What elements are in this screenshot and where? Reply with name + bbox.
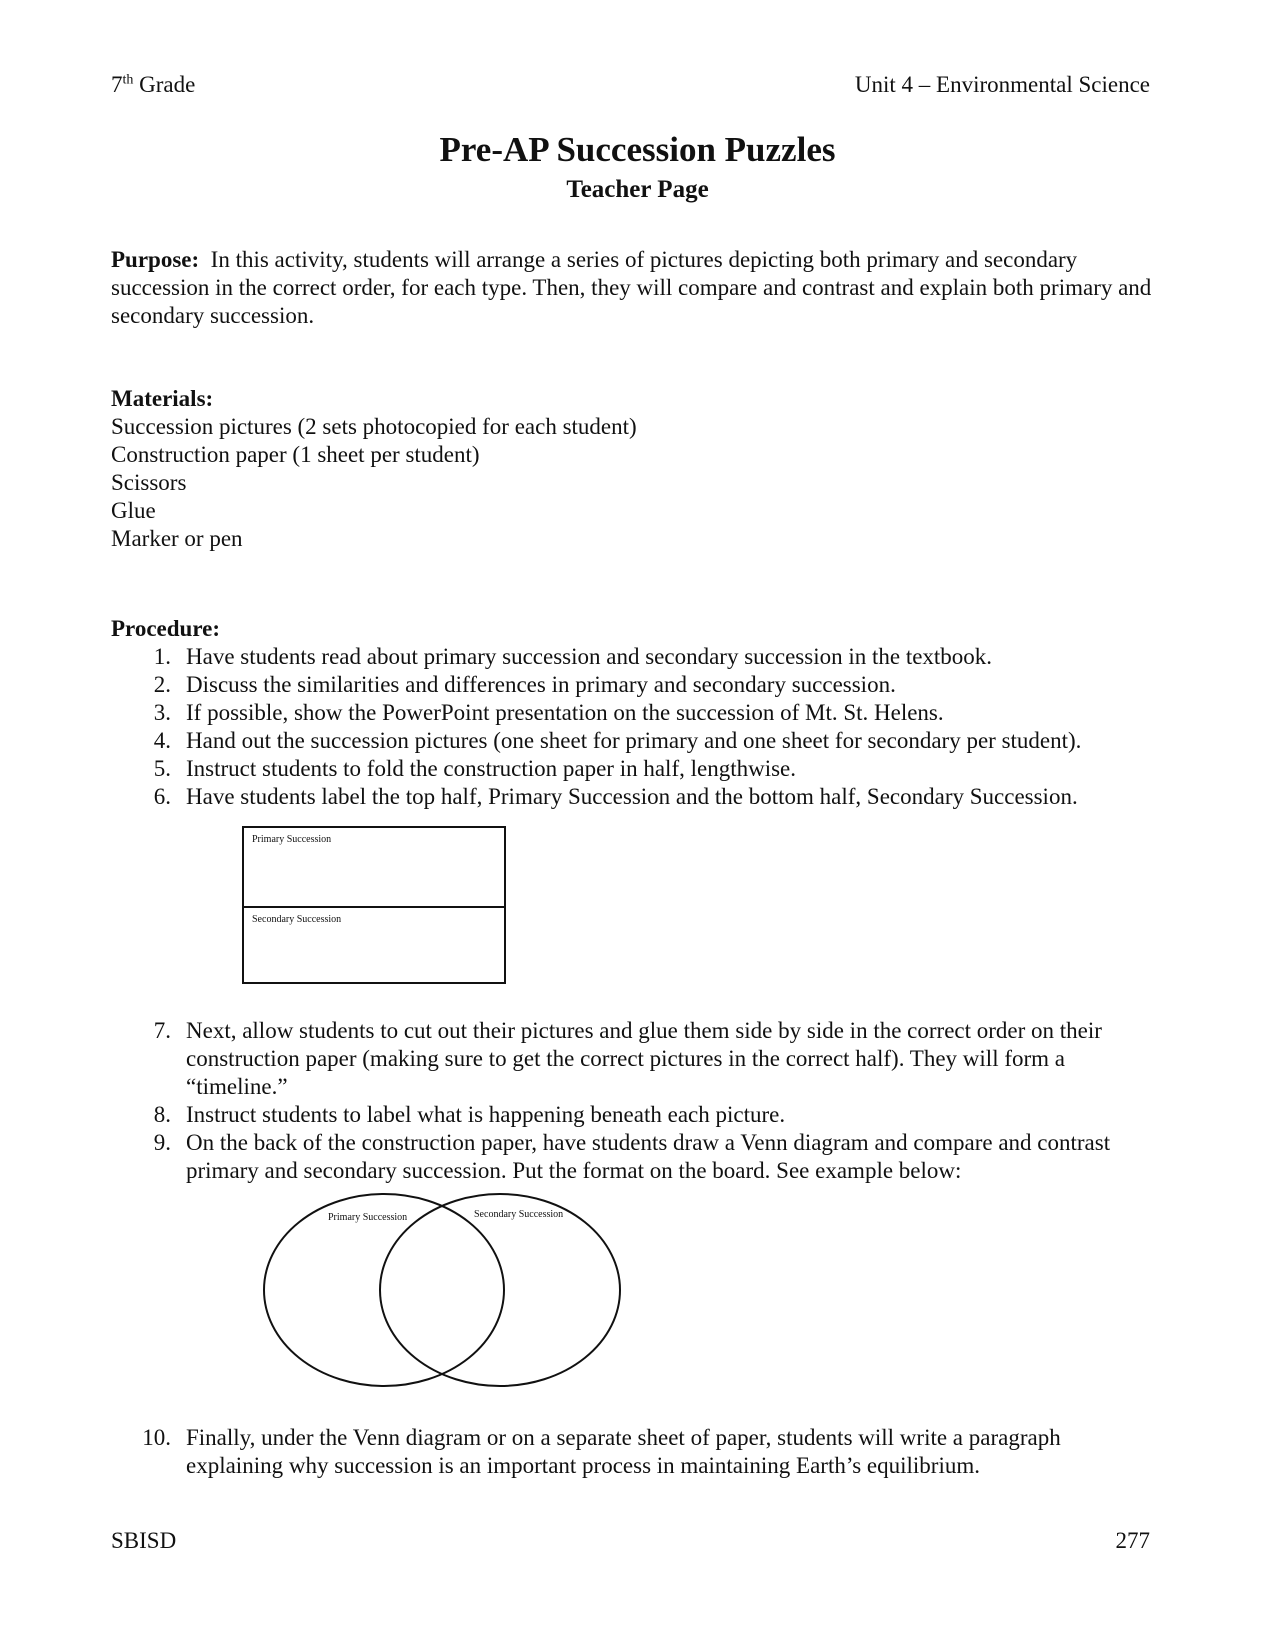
step-text: Hand out the succession pictures (one sheet for primary and one sheet for secondary per student). bbox=[186, 728, 1082, 753]
procedure-step bbox=[111, 1101, 1161, 1129]
procedure-step bbox=[111, 699, 1161, 727]
step-number: 8. bbox=[153, 1102, 171, 1127]
step-number: 5. bbox=[153, 756, 171, 781]
step-text: If possible, show the PowerPoint presentation on the succession of Mt. St. Helens. bbox=[186, 700, 944, 725]
step-number: 10. bbox=[142, 1425, 171, 1450]
materials-item: Construction paper (1 sheet per student) bbox=[111, 442, 480, 467]
step-text: Next, allow students to cut out their pictures and glue them side by side in the correct order on their construction paper (making sure to get the correct pictures in the correct half). They will form a “timeline.” bbox=[186, 1018, 1102, 1099]
step-text: Discuss the similarities and differences in primary and secondary succession. bbox=[186, 672, 896, 697]
purpose-section bbox=[111, 246, 1161, 330]
step-number: 1. bbox=[153, 644, 171, 669]
procedure-step bbox=[111, 755, 1161, 783]
footer-district: SBISD bbox=[111, 1528, 177, 1553]
step-text: Have students read about primary succession and secondary succession in the textbook. bbox=[186, 644, 993, 669]
fold-top-label: Primary Succession bbox=[252, 834, 332, 845]
grade-superscript: th bbox=[122, 72, 134, 88]
grade-number: 7 bbox=[111, 72, 123, 97]
step-text: On the back of the construction paper, have students draw a Venn diagram and compare and contrast primary and secondary succession. Put the format on the board. See example below: bbox=[186, 1130, 1111, 1183]
materials-section bbox=[111, 385, 1161, 553]
materials-list bbox=[111, 413, 1161, 553]
materials-item: Scissors bbox=[111, 470, 187, 495]
unit-label: Unit 4 – Environmental Science bbox=[854, 72, 1150, 97]
procedure-steps-group-3 bbox=[111, 1424, 1161, 1480]
materials-label: Materials: bbox=[111, 386, 214, 411]
venn-diagram bbox=[262, 1190, 632, 1390]
step-number: 6. bbox=[153, 784, 171, 809]
purpose-label: Purpose: bbox=[111, 247, 200, 272]
grade-word: Grade bbox=[139, 72, 196, 97]
step-number: 4. bbox=[153, 728, 171, 753]
materials-item: Succession pictures (2 sets photocopied for each student) bbox=[111, 414, 637, 439]
procedure-step bbox=[111, 1017, 1161, 1101]
step-number: 2. bbox=[153, 672, 171, 697]
grade-label bbox=[111, 72, 195, 98]
procedure-step bbox=[111, 727, 1161, 755]
procedure-step bbox=[111, 783, 1161, 811]
procedure-step bbox=[111, 1129, 1161, 1185]
page-subtitle: Teacher Page bbox=[566, 176, 709, 203]
procedure-step bbox=[111, 1424, 1161, 1480]
step-number: 7. bbox=[153, 1018, 171, 1043]
fold-diagram bbox=[242, 826, 506, 984]
step-number: 3. bbox=[153, 700, 171, 725]
venn-primary-label: Primary Succession bbox=[328, 1212, 408, 1223]
procedure-steps-group-2 bbox=[111, 1017, 1161, 1185]
fold-bottom-label: Secondary Succession bbox=[252, 914, 342, 925]
materials-item: Marker or pen bbox=[111, 526, 243, 551]
procedure-step bbox=[111, 671, 1161, 699]
page-number: 277 bbox=[1115, 1528, 1150, 1553]
venn-secondary-label: Secondary Succession bbox=[474, 1209, 564, 1220]
step-text: Instruct students to label what is happening beneath each picture. bbox=[186, 1102, 786, 1127]
step-text: Have students label the top half, Primary Succession and the bottom half, Secondary Succession. bbox=[186, 784, 1078, 809]
step-number: 9. bbox=[153, 1130, 171, 1155]
materials-item: Glue bbox=[111, 498, 156, 523]
page-title: Pre-AP Succession Puzzles bbox=[439, 130, 836, 169]
step-text: Finally, under the Venn diagram or on a separate sheet of paper, students will write a paragraph explaining why succession is an important process in maintaining Earth’s equilibrium. bbox=[186, 1425, 1061, 1478]
step-text: Instruct students to fold the construction paper in half, lengthwise. bbox=[186, 756, 797, 781]
venn-circle-secondary bbox=[380, 1194, 620, 1386]
procedure-label: Procedure: bbox=[111, 616, 221, 641]
procedure-steps-group-1 bbox=[111, 643, 1161, 811]
procedure-step bbox=[111, 643, 1161, 671]
fold-line bbox=[244, 906, 504, 908]
purpose-text: In this activity, students will arrange a series of pictures depicting both primary and secondary succession in the correct order, for each type. Then, they will compare and contrast and explain both primary and secondary succession. bbox=[111, 247, 1152, 328]
